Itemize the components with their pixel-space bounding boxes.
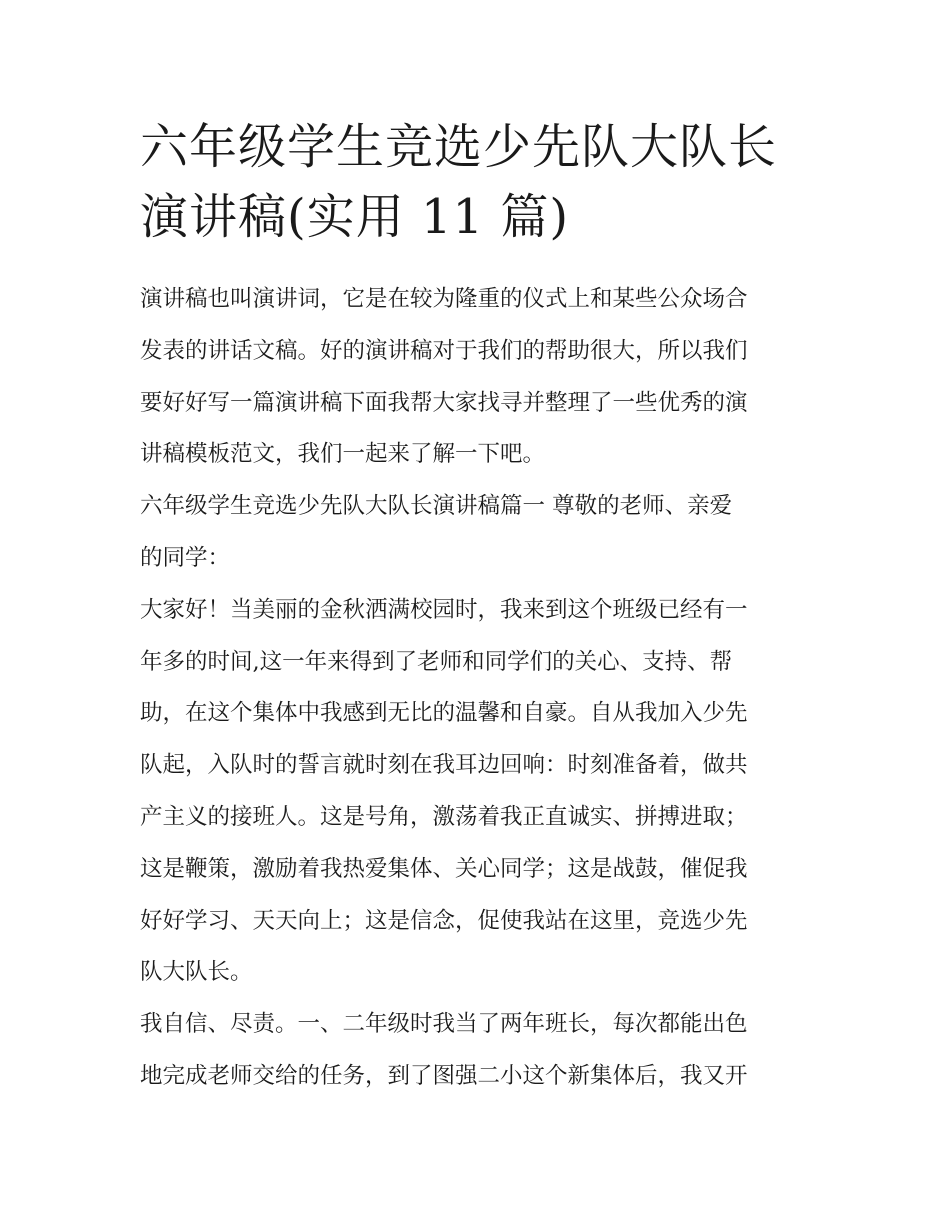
text-line: 要好好写一篇演讲稿下面我帮大家找寻并整理了一些优秀的演: [140, 389, 748, 416]
text-line: 队大队长。: [140, 959, 253, 986]
text-line: 发表的讲话文稿。好的演讲稿对于我们的帮助很大，所以我们: [140, 337, 748, 364]
text-line: 年多的时间,这一年来得到了老师和同学们的关心、支持、帮: [140, 648, 733, 675]
text-line: 产主义的接班人。这是号角，激荡着我正直诚实、拼搏进取；: [140, 803, 748, 830]
text-line: 大家好！当美丽的金秋洒满校园时，我来到这个班级已经有一: [140, 596, 748, 623]
text-line: 讲稿模板范文，我们一起来了解一下吧。: [140, 441, 546, 468]
text-line: 演讲稿也叫演讲词，它是在较为隆重的仪式上和某些公众场合: [140, 286, 748, 312]
document-title: [140, 112, 812, 252]
text-line: 的同学：: [140, 544, 231, 571]
document-body: [140, 112, 812, 1103]
title-line: 六年级学生竞选少先队大队长: [140, 119, 778, 175]
speech-heading-paragraph: [140, 481, 812, 585]
speech-body-paragraph: [140, 999, 812, 1103]
intro-paragraph: [140, 274, 812, 481]
text-line: 六年级学生竞选少先队大队长演讲稿篇一 尊敬的老师、亲爱: [140, 493, 733, 520]
text-line: 这是鞭策，激励着我热爱集体、关心同学；这是战鼓，催促我: [140, 855, 748, 882]
text-line: 队起，入队时的誓言就时刻在我耳边回响：时刻准备着，做共: [140, 752, 748, 779]
text-line: 地完成老师交给的任务，到了图强二小这个新集体后，我又开: [140, 1062, 748, 1089]
text-line: 好好学习、天天向上；这是信念，促使我站在这里，竞选少先: [140, 907, 748, 934]
speech-body-paragraph: [140, 585, 812, 999]
text-line: 助，在这个集体中我感到无比的温馨和自豪。自从我加入少先: [140, 700, 748, 727]
title-line: 演讲稿(实用 11 篇): [140, 189, 570, 245]
text-line: 我自信、尽责。一、二年级时我当了两年班长，每次都能出色: [140, 1011, 748, 1038]
